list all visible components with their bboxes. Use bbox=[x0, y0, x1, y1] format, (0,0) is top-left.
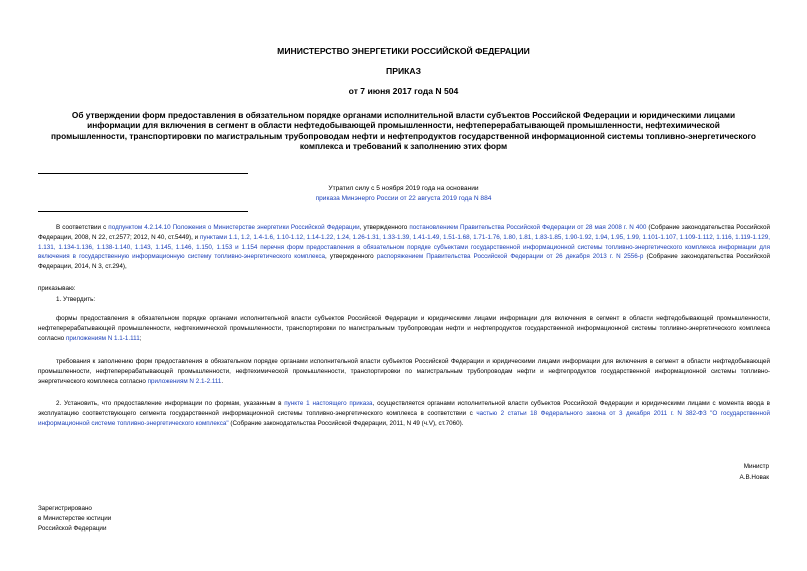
regulation-link[interactable]: подпунктом 4.2.14.10 Положения о Министерстве энергетики Российской Федерации bbox=[108, 224, 360, 231]
preamble-text-4: , утвержденного bbox=[325, 253, 377, 261]
order-word: приказываю: bbox=[38, 285, 76, 292]
registration-line-1: Зарегистрировано bbox=[38, 505, 92, 512]
item-2-text-3: (Собрание законодательства Российской Федерации, 2011, N 49 (ч.V), ст.7060). bbox=[228, 419, 464, 427]
government-order-link[interactable]: распоряжением Правительства Российской Федерации от 26 декабря 2013 г. N 2556-р bbox=[376, 253, 644, 261]
item-2-text-2: , осуществляется органами исполнительной власти субъектов Российской Федерации и юридическими лицами с момента ввода в эксплуатацию соответствующего сегмента государственной информационной системы топливно-энергетического комплекса в соответствии с bbox=[38, 400, 770, 417]
forms-text: формы предоставления в обязательном порядке органами исполнительной власти субъектов Российской Федерации и юридическими лицами информации для включения в сегмент в области нефтедобывающей промышленности, нефтеперерабатывающей промышленности, нефтехимической промышленности, транспортировки по магистральным трубопроводам нефти и нефтепродуктов государственной информационной системы топливно-энергетического комплекса согласно bbox=[38, 315, 770, 342]
preamble-paragraph bbox=[38, 223, 770, 272]
forms-end: ; bbox=[139, 334, 142, 342]
document-title: Об утверждении форм предоставления в обязательном порядке органами исполнительной власти субъектов Российской Федерации и юридическими лицами информации для включения в сегмент в области нефтедобывающей промышленности, нефтеперерабатывающей промышленности, нефтехимической промышленности, транспортировки по магистральным трубопроводам нефти и нефтепродуктов государственной информационной системы топливно-энергетического комплекса и требований к заполнению этих форм bbox=[51, 110, 756, 151]
item-2-paragraph bbox=[38, 399, 770, 428]
forms-paragraph bbox=[38, 314, 770, 343]
preamble-text-3: (Собрание законодательства Российской Федерации, 2008, N 22, ст.2577; 2012, N 40, ст.5449), и bbox=[38, 224, 770, 241]
doc-type-heading: ПРИКАЗ bbox=[386, 66, 421, 76]
list-items-link[interactable]: пунктами 1.1, 1.2, 1.4-1.6, 1.10-1.12, 1.14-1.22, 1.24, 1.26-1.31, 1.33-1.39, 1.41-1.49, 1.51-1.68, 1.71-1.76, 1.80, 1.81, 1.83-1.85, 1.90-1.92, 1.94, 1.95, 1.99, 1.101-1.107, 1.109-1.112, 1.116, 1.119-1.129, 1.131, 1.134-1.136, 1.138-1.140, 1.143, 1.145, 1.146, 1.150, 1.153 и 1.154 перечня форм предоставления в обязательном порядке субъектами государственной информационной системы топливно-энергетического комплекса информации для включения в государственную информационную систему топливно-энергетического комплекса bbox=[38, 233, 770, 261]
registration-line-3: Российской Федерации bbox=[38, 525, 107, 532]
separator-bottom bbox=[38, 211, 248, 212]
appendix-1-link[interactable]: приложениям N 1.1-1.111 bbox=[65, 334, 140, 342]
requirements-text: требования к заполнению форм предоставления в обязательном порядке органами исполнительной власти субъектов Российской Федерации и юридическими лицами информации для включения в сегмент в области нефтедобывающей промышленности, нефтеперерабатывающей промышленности, нефтехимической промышленности, транспортировки по магистральным трубопроводам нефти и нефтепродуктов государственной информационной системы топливно-энергетического комплекса согласно bbox=[38, 358, 770, 385]
signature-position: Министр bbox=[743, 463, 769, 470]
status-note bbox=[200, 184, 607, 204]
item-2-text-1: 2. Установить, что предоставление информации по формам, указанным в bbox=[56, 400, 285, 407]
status-note-link[interactable]: приказа Минэнерго России от 22 августа 2019 года N 884 bbox=[315, 195, 492, 202]
requirements-end: . bbox=[221, 377, 224, 385]
federal-law-link[interactable]: частью 2 статьи 18 Федерального закона от 3 декабря 2011 г. N 382-ФЗ "О государственной информационной системе топливно-энергетического комплекса" bbox=[38, 409, 770, 427]
item-1-reference-link[interactable]: пункте 1 настоящего приказа bbox=[284, 400, 373, 407]
item-1-heading: 1. Утвердить: bbox=[56, 296, 96, 303]
ministry-heading: МИНИСТЕРСТВО ЭНЕРГЕТИКИ РОССИЙСКОЙ ФЕДЕРАЦИИ bbox=[277, 46, 530, 56]
signature-name: А.В.Новак bbox=[739, 474, 769, 481]
appendix-2-link[interactable]: приложениям N 2.1-2.111 bbox=[147, 377, 222, 385]
separator-top bbox=[38, 173, 248, 174]
preamble-text-1: В соответствии с bbox=[56, 224, 109, 231]
date-number-heading: от 7 июня 2017 года N 504 bbox=[348, 86, 459, 96]
preamble-text-5: (Собрание законодательства Российской Федерации, 2014, N 3, ст.294), bbox=[38, 253, 771, 271]
status-note-text: Утратил силу с 5 ноября 2019 года на основании bbox=[328, 185, 479, 192]
registration-line-2: в Министерстве юстиции bbox=[38, 515, 112, 522]
government-decree-link[interactable]: постановлением Правительства Российской Федерации от 28 мая 2008 г. N 400 bbox=[409, 224, 647, 231]
preamble-text-2: , утвержденного bbox=[359, 224, 410, 231]
requirements-paragraph bbox=[38, 357, 770, 386]
